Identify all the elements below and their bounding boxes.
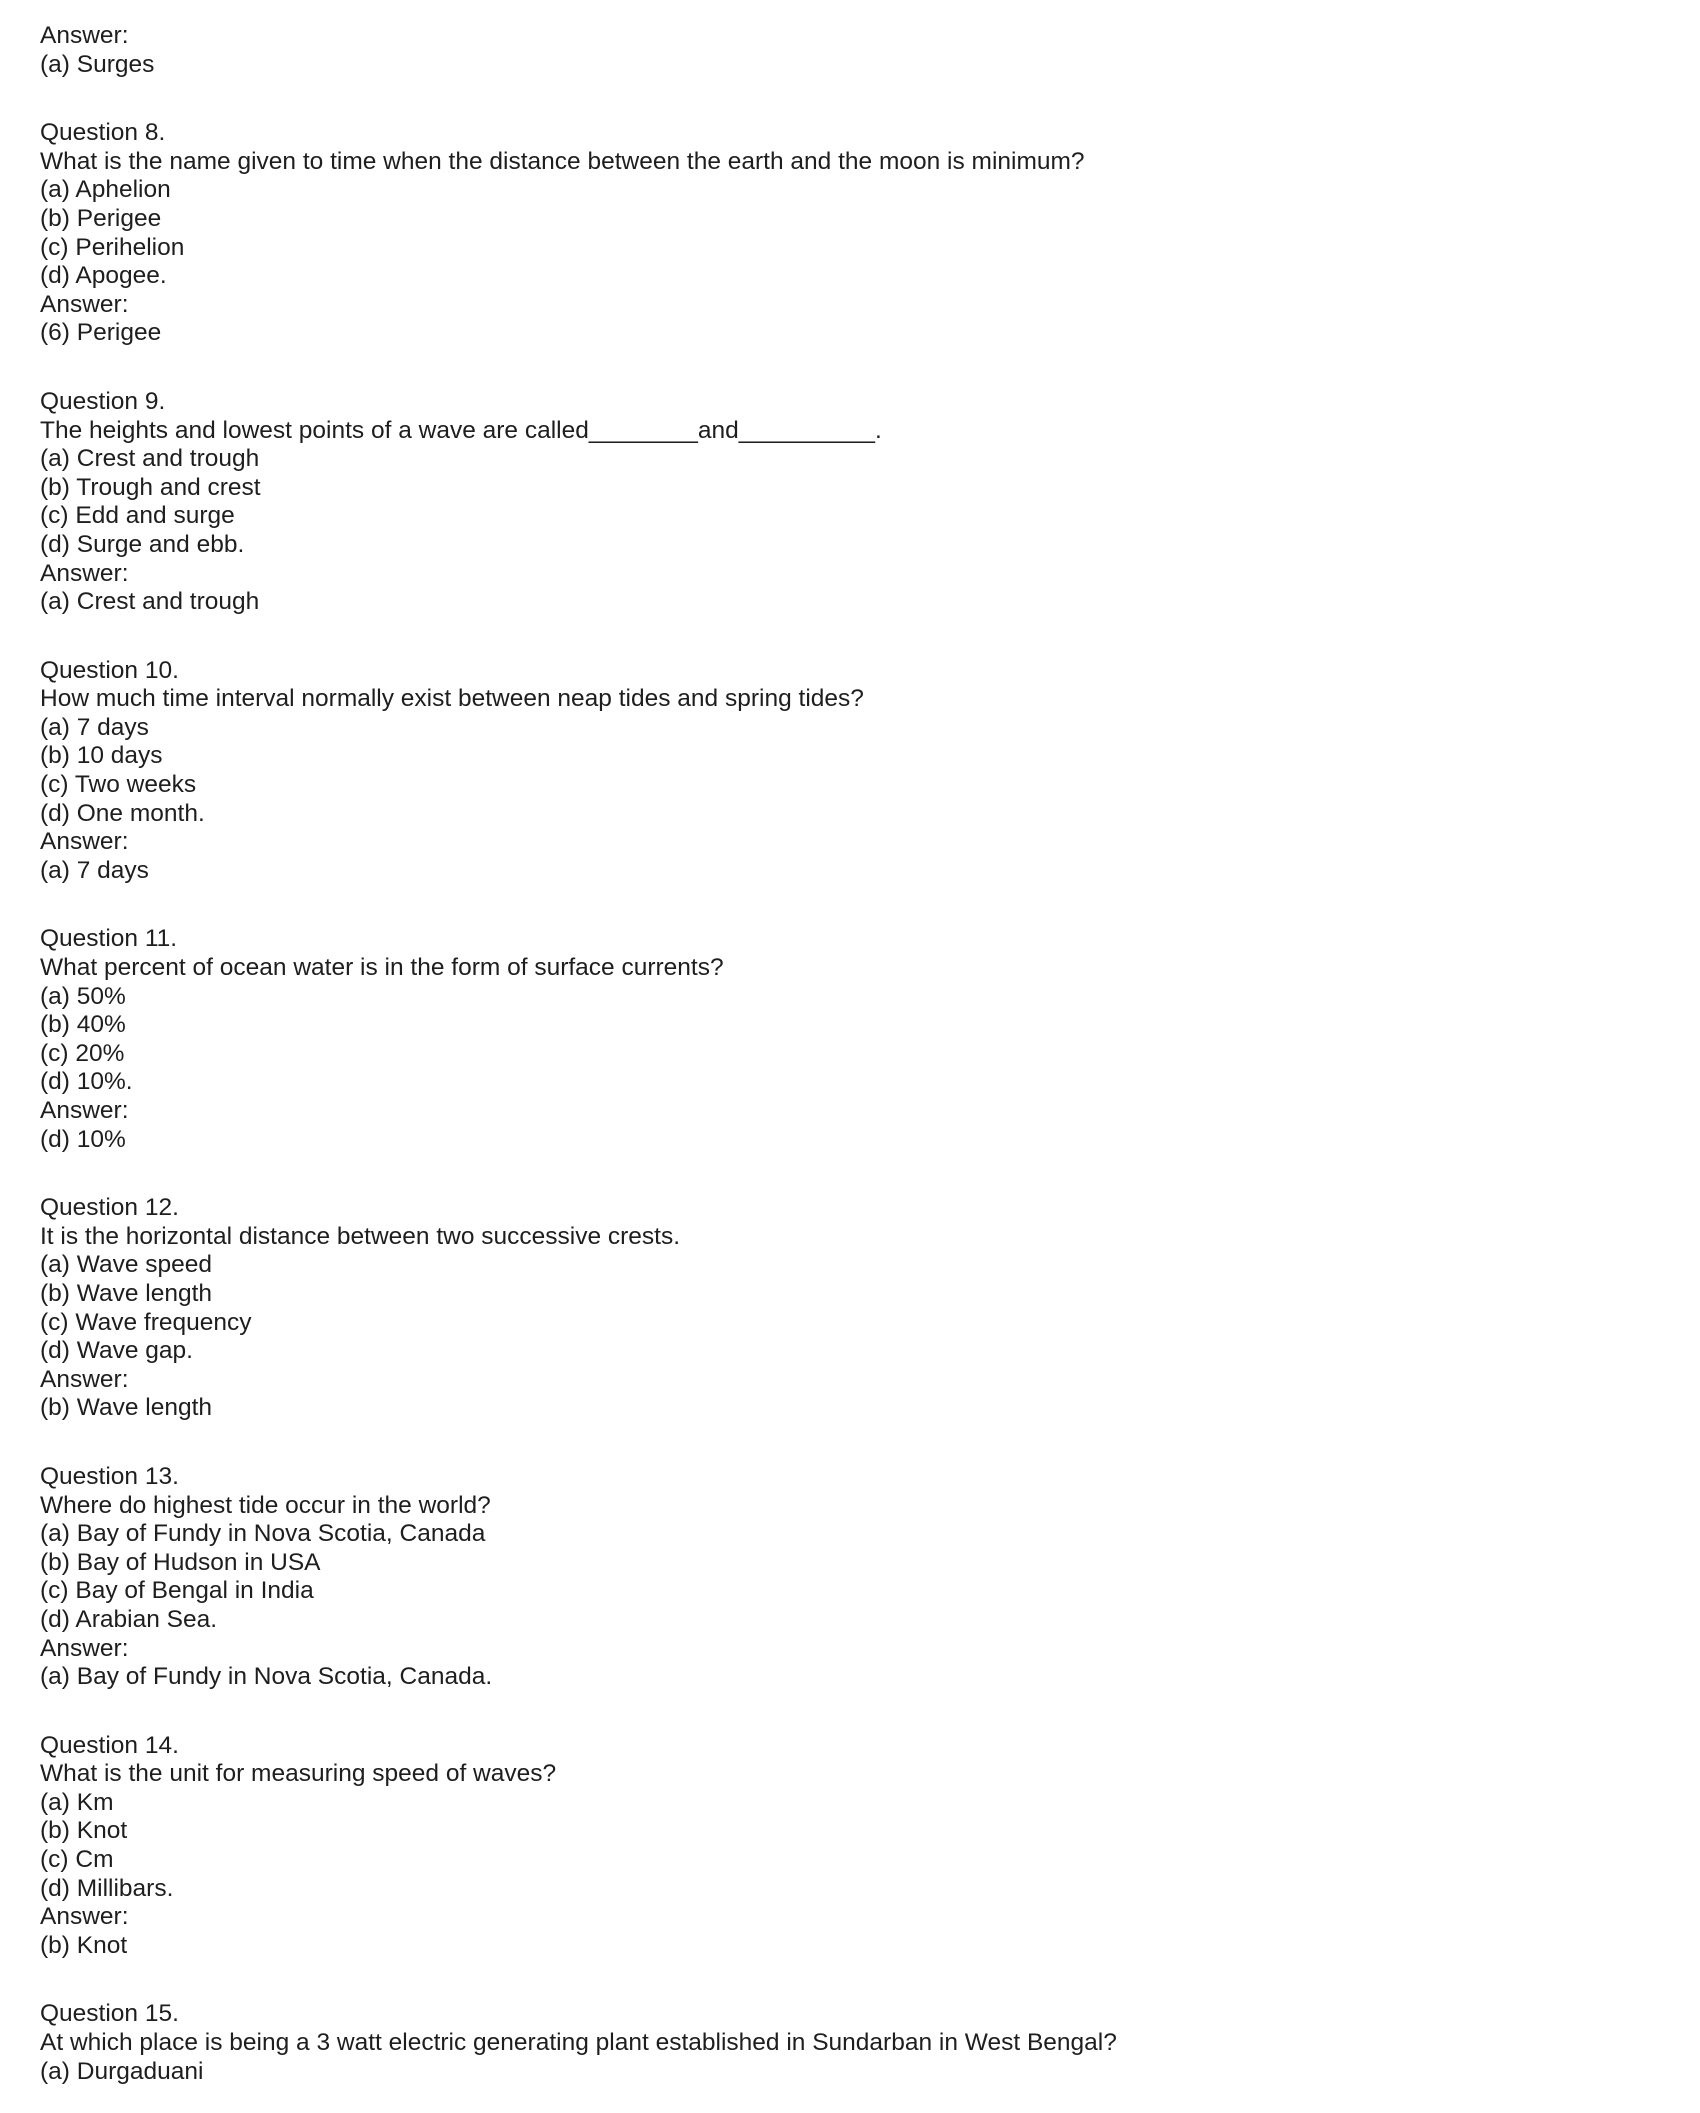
answer-block-q7 <box>40 22 1660 79</box>
question-text: It is the horizontal distance between two successive crests. <box>40 1222 681 1250</box>
document-page <box>40 22 1660 2086</box>
option-a: (a) Aphelion <box>40 176 171 204</box>
option-d: (d) 10%. <box>40 1068 133 1096</box>
option-d: (d) Wave gap. <box>40 1337 193 1365</box>
spacer <box>40 348 1660 388</box>
answer-text: (a) Surges <box>40 50 155 78</box>
option-b: (b) Trough and crest <box>40 473 261 501</box>
question-number: Question 9. <box>40 387 166 415</box>
answer-label: Answer: <box>40 22 129 49</box>
option-a: (a) Durgaduani <box>40 2057 204 2085</box>
option-c: (c) Edd and surge <box>40 502 235 530</box>
option-d: (d) Surge and ebb. <box>40 530 245 558</box>
question-block-13 <box>40 1463 1660 1692</box>
option-b: (b) Knot <box>40 1817 128 1845</box>
answer-text: (6) Perigee <box>40 319 162 347</box>
option-a: (a) Km <box>40 1788 114 1816</box>
answer-label: Answer: <box>40 1903 129 1931</box>
question-block-15 <box>40 2000 1660 2086</box>
spacer <box>40 1154 1660 1194</box>
spacer <box>40 79 1660 119</box>
option-c: (c) Cm <box>40 1846 114 1874</box>
question-text: What percent of ocean water is in the form of surface currents? <box>40 954 724 982</box>
answer-label: Answer: <box>40 1365 129 1393</box>
option-d: (d) Millibars. <box>40 1874 174 1902</box>
answer-label: Answer: <box>40 828 129 856</box>
option-c: (c) Wave frequency <box>40 1308 252 1336</box>
question-text: How much time interval normally exist between neap tides and spring tides? <box>40 685 864 713</box>
question-number: Question 10. <box>40 656 179 684</box>
answer-text: (a) Bay of Fundy in Nova Scotia, Canada. <box>40 1663 493 1691</box>
option-d: (d) Arabian Sea. <box>40 1605 218 1633</box>
answer-label: Answer: <box>40 290 129 318</box>
spacer <box>40 885 1660 925</box>
question-block-12 <box>40 1194 1660 1423</box>
spacer <box>40 1692 1660 1732</box>
option-c: (c) Two weeks <box>40 771 197 799</box>
question-number: Question 8. <box>40 119 166 147</box>
answer-label: Answer: <box>40 559 129 587</box>
question-block-11 <box>40 925 1660 1154</box>
option-b: (b) Perigee <box>40 204 162 232</box>
question-block-9 <box>40 388 1660 617</box>
spacer <box>40 1423 1660 1463</box>
option-b: (b) 40% <box>40 1011 126 1039</box>
answer-text: (d) 10% <box>40 1125 126 1153</box>
option-b: (b) Bay of Hudson in USA <box>40 1548 321 1576</box>
answer-text: (a) 7 days <box>40 856 149 884</box>
question-text: What is the unit for measuring speed of waves? <box>40 1760 557 1788</box>
question-number: Question 12. <box>40 1194 179 1222</box>
option-a: (a) Wave speed <box>40 1251 213 1279</box>
question-text: The heights and lowest points of a wave are called________and__________. <box>40 416 882 444</box>
option-c: (c) Perihelion <box>40 233 185 261</box>
question-block-14 <box>40 1732 1660 1961</box>
spacer <box>40 617 1660 657</box>
option-b: (b) 10 days <box>40 742 163 770</box>
question-number: Question 15. <box>40 2000 179 2028</box>
answer-text: (b) Wave length <box>40 1394 213 1422</box>
option-c: (c) 20% <box>40 1039 125 1067</box>
question-number: Question 13. <box>40 1462 179 1490</box>
option-a: (a) 7 days <box>40 713 149 741</box>
option-c: (c) Bay of Bengal in India <box>40 1577 314 1605</box>
question-block-10 <box>40 657 1660 886</box>
question-number: Question 14. <box>40 1731 179 1759</box>
option-a: (a) Bay of Fundy in Nova Scotia, Canada <box>40 1520 486 1548</box>
answer-label: Answer: <box>40 1634 129 1662</box>
question-text: What is the name given to time when the distance between the earth and the moon is minimum? <box>40 147 1085 175</box>
answer-label: Answer: <box>40 1097 129 1124</box>
option-d: (d) Apogee. <box>40 262 167 290</box>
option-a: (a) Crest and trough <box>40 445 260 473</box>
option-d: (d) One month. <box>40 799 205 827</box>
answer-text: (b) Knot <box>40 1931 128 1959</box>
question-block-8 <box>40 119 1660 348</box>
option-b: (b) Wave length <box>40 1279 213 1307</box>
question-text: Where do highest tide occur in the world? <box>40 1491 491 1519</box>
answer-text: (a) Crest and trough <box>40 588 260 616</box>
question-number: Question 11. <box>40 925 178 953</box>
option-a: (a) 50% <box>40 982 126 1010</box>
spacer <box>40 1960 1660 2000</box>
question-text: At which place is being a 3 watt electric generating plant established in Sundarban in West Bengal? <box>40 2029 1117 2057</box>
